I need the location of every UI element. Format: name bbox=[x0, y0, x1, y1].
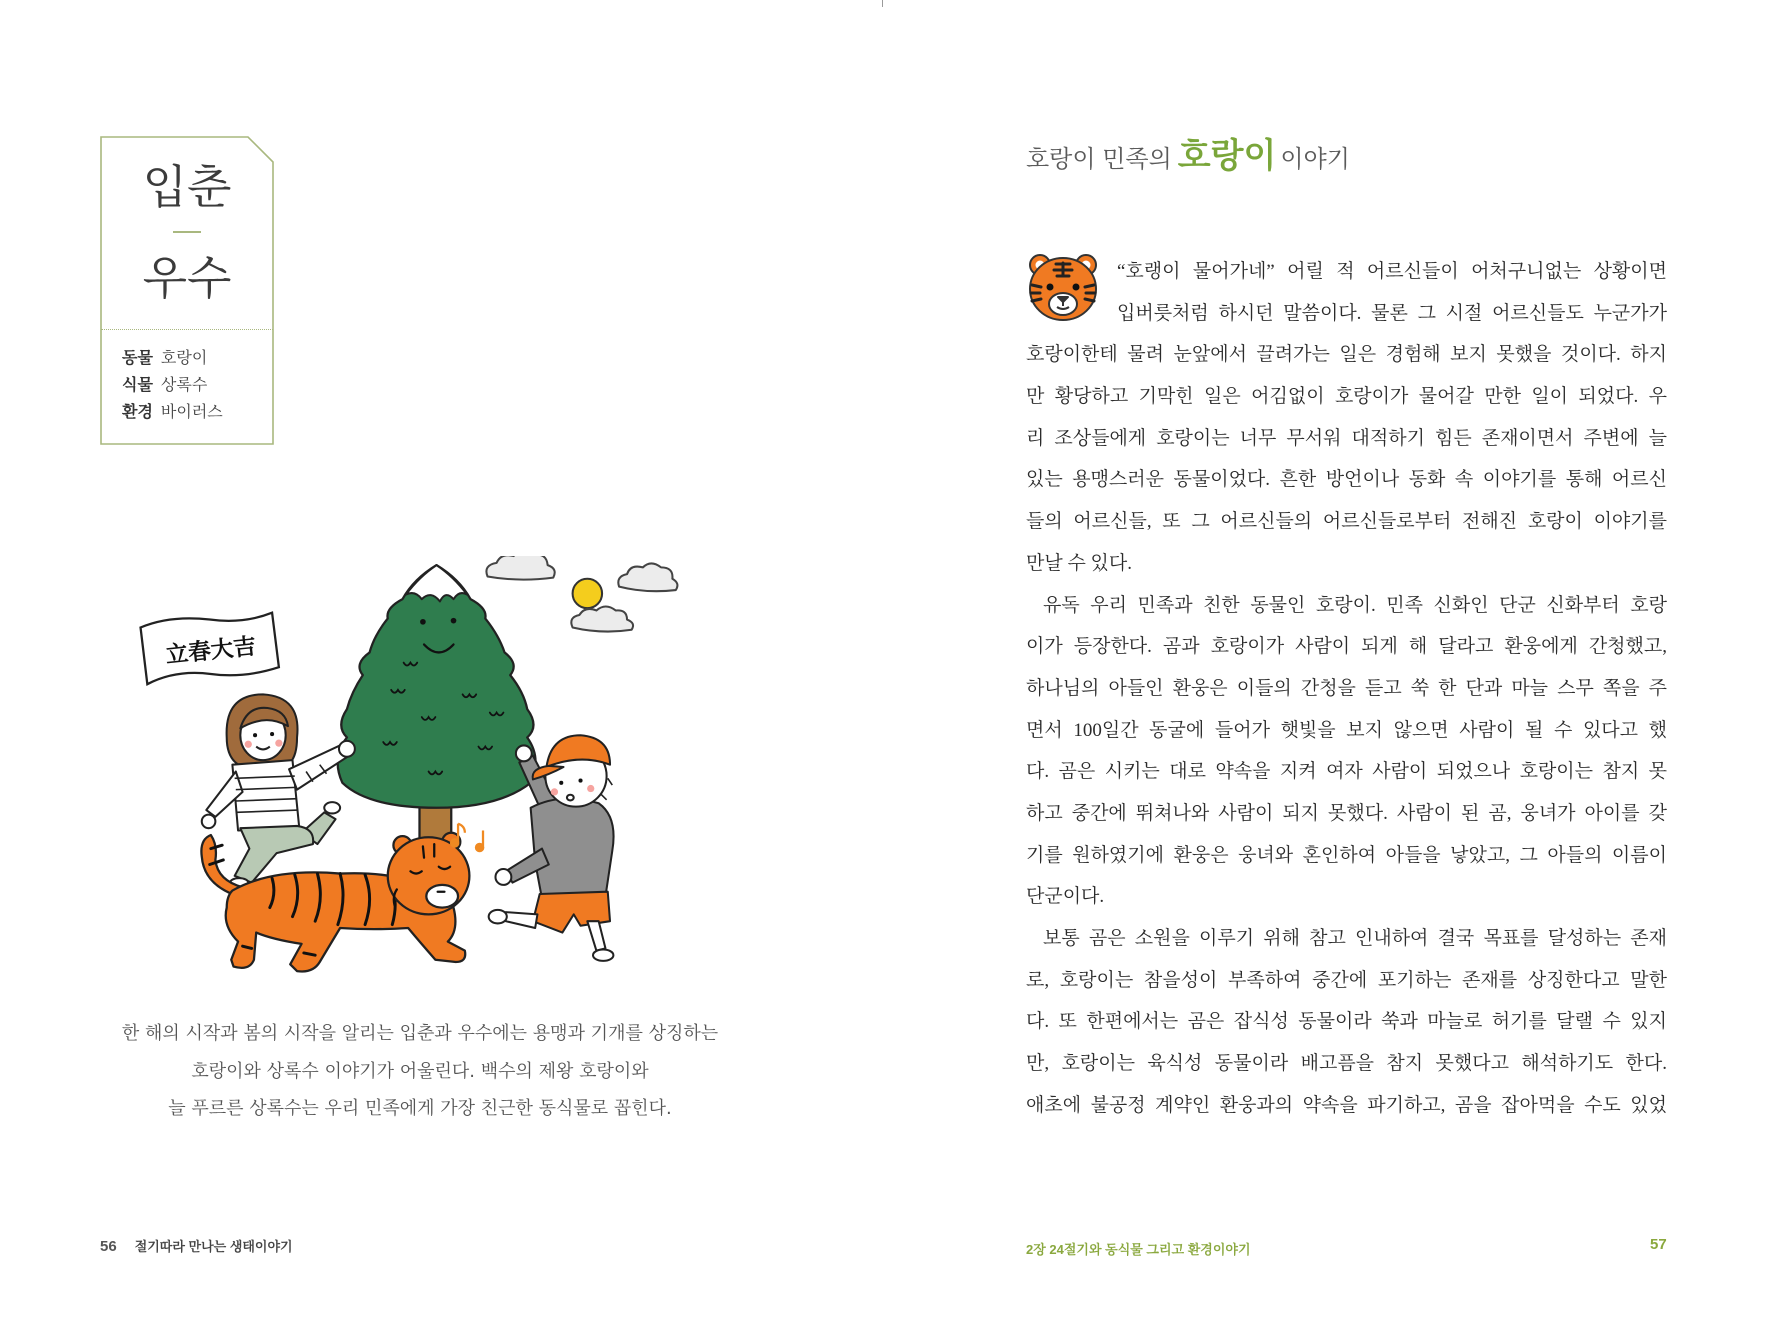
page-number-left: 56 bbox=[100, 1238, 117, 1255]
girl-raised-shoe bbox=[324, 802, 340, 813]
boy-back-leg bbox=[506, 912, 538, 928]
body-line: 하나님의 아들인 환웅은 이들의 간청을 듣고 쑥 한 단과 마늘 스무 쪽을 주 bbox=[1026, 677, 1667, 699]
caption-line: 늘 푸르른 상록수는 우리 민족에게 가장 친근한 동식물로 꼽힌다. bbox=[168, 1098, 672, 1119]
running-chapter-title: 2장 24절기와 동식물 그리고 환경이야기 bbox=[1026, 1242, 1251, 1257]
body-line: 애초에 불공정 계약인 환웅과의 약속을 파기하고, 곰을 잡아먹을 수도 있었 bbox=[1026, 1094, 1667, 1116]
sun bbox=[573, 579, 602, 608]
left-page-footer bbox=[100, 1236, 293, 1258]
season-term-box bbox=[100, 136, 274, 445]
running-book-title: 절기따라 만나는 생태이야기 bbox=[134, 1239, 293, 1254]
boy-front-leg bbox=[587, 921, 605, 950]
girl-hand-on-tree bbox=[339, 741, 355, 757]
flag-lettering: 立春大吉 bbox=[164, 633, 258, 668]
caption-line: 한 해의 시작과 봄의 시작을 알리는 입춘과 우수에는 용맹과 기개를 상징하는 bbox=[121, 1023, 719, 1044]
body-line: 입버릇처럼 하시던 말씀이다. 물론 그 시절 어르신들도 누군가가 bbox=[1117, 302, 1667, 324]
body-line: 로, 호랑이는 참을성이 부족하여 중간에 포기하는 존재를 상징한다고 말한 bbox=[1026, 969, 1667, 991]
tiger-muzzle bbox=[426, 885, 458, 908]
item-value: 호랑이 bbox=[160, 350, 208, 367]
girl-character bbox=[202, 694, 355, 887]
season-item-plant bbox=[122, 372, 223, 399]
body-line: 리 조상들에게 호랑이는 너무 무서워 대적하기 힘든 존재이면서 주변에 늘 bbox=[1026, 427, 1667, 449]
boy-front-shoe bbox=[593, 950, 613, 961]
season-box-items bbox=[122, 345, 223, 426]
body-line: “호랭이 물어가네” 어릴 적 어르신들이 어처구니없는 상황이면 bbox=[1117, 261, 1667, 282]
term-separator-dash bbox=[173, 231, 201, 233]
body-line: 면서 100일간 동굴에 들어가 햇빛을 보지 않으면 사람이 될 수 있다고 했 bbox=[1026, 719, 1667, 741]
tiger-character bbox=[201, 833, 469, 972]
page-number-right: 57 bbox=[1650, 1236, 1667, 1253]
girl-hand-on-tail bbox=[202, 815, 216, 829]
item-label: 식물 bbox=[122, 377, 153, 394]
body-line: 이가 등장한다. 곰과 호랑이가 사람이 되게 해 달라고 환웅에게 간청했고, bbox=[1026, 636, 1667, 658]
body-line: 다. 곰은 시키는 대로 약속을 지켜 여자 사람이 되었으나 호랑이는 참지 못 bbox=[1026, 761, 1667, 783]
center-fold-mark bbox=[882, 0, 883, 7]
body-line: 있는 용맹스러운 동물이었다. 흔한 방언이나 동화 속 이야기를 통해 어르신 bbox=[1026, 469, 1667, 491]
body-line: 다. 또 한편에서는 곰은 잡식성 동물이라 쑥과 마늘로 허기를 달랠 수 있지 bbox=[1026, 1011, 1667, 1033]
boy-hoodie bbox=[531, 799, 614, 899]
boy-lower-hand bbox=[495, 869, 511, 885]
article-body bbox=[1026, 251, 1667, 1126]
dotted-divider bbox=[101, 329, 273, 330]
boy-hand-on-tree bbox=[516, 745, 532, 761]
section-title bbox=[1026, 128, 1350, 176]
cloud-right bbox=[618, 563, 677, 591]
body-line: 단군이다. bbox=[1026, 886, 1105, 908]
body-line: 기를 원하였기에 환웅은 웅녀와 혼인하여 아들을 낳았고, 그 아들의 이름이 bbox=[1026, 844, 1667, 866]
season-item-animal bbox=[122, 345, 223, 372]
season-item-environment bbox=[122, 399, 223, 426]
body-line: 들의 어르신들, 또 그 어르신들의 어르신들로부터 전해진 호랑이 이야기를 bbox=[1026, 511, 1667, 533]
cloud-left bbox=[486, 556, 554, 580]
body-line: 호랑이한테 물려 눈앞에서 끌려가는 일은 경험해 보지 못했을 것이다. 하지 bbox=[1026, 344, 1667, 366]
solar-term-primary: 입춘 bbox=[142, 160, 232, 214]
body-line: 만 황당하고 기막힌 일은 어김없이 호랑이가 물어갈 만한 일이 되었다. 우 bbox=[1026, 386, 1667, 408]
solar-term-secondary: 우수 bbox=[142, 251, 232, 305]
title-lead: 호랑이 민족의 bbox=[1026, 146, 1172, 173]
item-label: 동물 bbox=[122, 350, 153, 367]
title-tail: 이야기 bbox=[1280, 146, 1350, 173]
tree-crown bbox=[338, 565, 536, 808]
body-line: 하고 중간에 뛰쳐나와 사람이 되지 못했다. 사람이 된 곰, 웅녀가 아이를 갖 bbox=[1026, 802, 1667, 824]
body-line: 만, 호랑이는 육식성 동물이라 배고픔을 참지 못했다고 해석하기도 한다. bbox=[1026, 1053, 1667, 1075]
boy-back-shoe bbox=[489, 910, 507, 924]
body-line: 보통 곰은 소원을 이루기 위해 참고 인내하여 결국 목표를 달성하는 존재 bbox=[1043, 928, 1667, 949]
illustration-caption bbox=[100, 1015, 740, 1128]
title-highlight: 호랑이 bbox=[1177, 137, 1277, 175]
spring-tiger-illustration bbox=[136, 556, 703, 987]
evergreen-tree bbox=[338, 565, 536, 851]
body-line: 만날 수 있다. bbox=[1026, 552, 1133, 574]
item-value: 상록수 bbox=[160, 377, 208, 394]
spring-flag bbox=[141, 613, 279, 684]
item-label: 환경 bbox=[122, 404, 153, 421]
item-value: 바이러스 bbox=[160, 404, 223, 421]
cloud-under-sun bbox=[571, 607, 633, 632]
body-line: 유독 우리 민족과 친한 동물인 호랑이. 민족 신화인 단군 신화부터 호랑 bbox=[1043, 594, 1667, 616]
caption-line: 호랑이와 상록수 이야기가 어울린다. 백수의 제왕 호랑이와 bbox=[191, 1060, 649, 1082]
